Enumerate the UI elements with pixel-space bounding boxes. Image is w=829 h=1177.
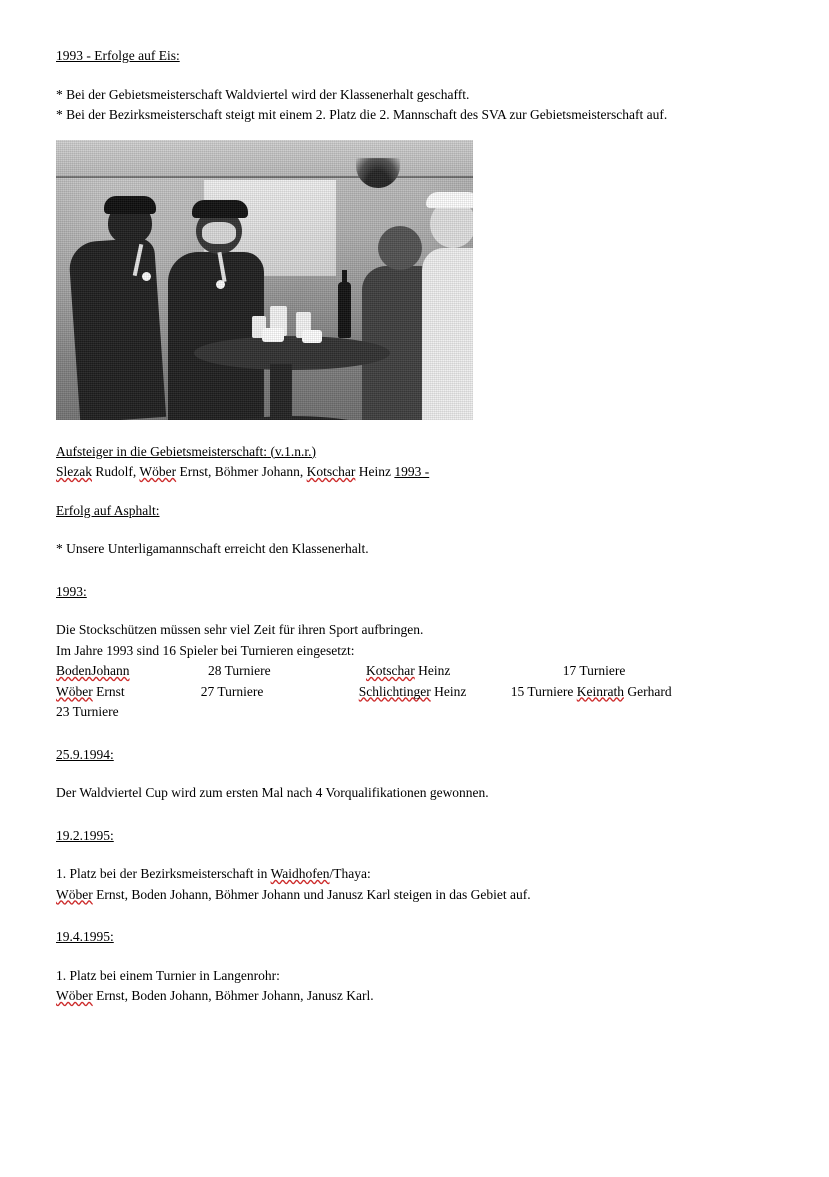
section-heading-asphalt: Erfolg auf Asphalt: xyxy=(56,502,160,518)
entry-text-post: /Thaya: xyxy=(329,866,371,881)
photo-grain-overlay xyxy=(56,140,473,420)
entry-date-19-2-1995: 19.2.1995: xyxy=(56,827,114,843)
photo-caption-names-4: Ernst, Böhmer Johann, xyxy=(176,464,307,479)
player-name-schlichtinger: Schlichtinger xyxy=(358,683,431,699)
photo-caption-year: 1993 - xyxy=(394,464,430,479)
text-spieler-turniere: Im Jahre 1993 sind 16 Spieler bei Turnieren eingesetzt: xyxy=(56,642,355,658)
spacer xyxy=(56,67,773,85)
entry-date-25-9-1994: 25.9.1994: xyxy=(56,746,114,762)
player-name-boden-johann: BodenJohann xyxy=(56,663,130,678)
player-name-kotschar-rest: Heinz xyxy=(414,663,451,678)
entry-names-rest-2: Ernst, Boden Johann, Böhmer Johann, Janusz Karl. xyxy=(92,988,374,1003)
player-count-kotschar: 17 Turniere xyxy=(562,663,626,678)
team-photo xyxy=(56,140,473,420)
spacer xyxy=(56,846,773,864)
photo-caption-title: Aufsteiger in die Gebietsmeisterschaft: xyxy=(56,443,268,459)
entry-date-19-4-1995: 19.4.1995: xyxy=(56,929,114,944)
entry-text-pre: 1. Platz bei der Bezirksmeisterschaft in xyxy=(56,866,271,881)
entry-names-rest: Ernst, Boden Johann, Böhmer Johann und Janusz Karl steigen in das Gebiet auf. xyxy=(92,886,531,902)
bullet-unterligamannschaft: * Unsere Unterligamannschaft erreicht den Klassenerhalt. xyxy=(56,541,369,556)
photo-caption-name-woeber: Wöber xyxy=(139,464,177,479)
photo-caption-names-6: Heinz xyxy=(355,464,395,479)
player-name-keinrath: Keinrath xyxy=(576,683,624,699)
spacer xyxy=(56,521,773,539)
spacer xyxy=(56,804,773,826)
spacer xyxy=(56,483,773,501)
player-name-schlichtinger-rest: Heinz xyxy=(430,683,467,699)
entry-name-woeber-2: Wöber xyxy=(56,988,93,1003)
photo-caption-title-suffix: (v.1.n.r.) xyxy=(267,443,317,459)
player-count-schlichtinger: 15 Turniere xyxy=(510,683,577,699)
spacer xyxy=(56,948,773,966)
photo-image xyxy=(56,140,473,420)
photo-caption-title-line xyxy=(56,442,773,463)
entry-text-waldviertel-cup: Der Waldviertel Cup wird zum ersten Mal nach 4 Vorqualifikationen gewonnen. xyxy=(56,785,489,800)
player-count-woeber: 27 Turniere xyxy=(200,683,264,699)
entry-text-langenrohr: 1. Platz bei einem Turnier in Langenrohr: xyxy=(56,967,280,983)
entry-name-woeber: Wöber xyxy=(56,886,93,902)
spacer xyxy=(56,602,773,620)
photo-caption-name-kotschar: Kotschar xyxy=(306,464,356,479)
text-stockschuetzen: Die Stockschützen müssen sehr viel Zeit für ihren Sport aufbringen. xyxy=(56,622,424,637)
player-count-boden-johann: 28 Turniere xyxy=(208,663,271,678)
entry-text-langenrohr-names xyxy=(56,986,773,1007)
table-row xyxy=(56,661,773,682)
photo-caption-names xyxy=(56,462,773,483)
photo-caption-names-2: Rudolf, xyxy=(92,464,140,479)
bullet-bezirksmeisterschaft: * Bei der Bezirksmeisterschaft steigt mit einem 2. Platz die 2. Mannschaft des SVA zur Gebietsmeisterschaft auf. xyxy=(56,107,668,122)
player-count-keinrath: 23 Turniere xyxy=(56,704,119,719)
entry-text-bezirksmeisterschaft xyxy=(56,864,773,885)
bullet-gebietsmeisterschaft: * Bei der Gebietsmeisterschaft Waldviertel wird der Klassenerhalt geschafft. xyxy=(56,86,470,102)
player-name-keinrath-rest: Gerhard xyxy=(623,683,672,699)
spacer xyxy=(56,905,773,927)
photo-caption-name-slezak: Slezak xyxy=(56,464,92,479)
spacer xyxy=(56,420,773,442)
section-heading-1993: 1993: xyxy=(56,583,87,599)
spacer xyxy=(56,723,773,745)
player-name-kotschar: Kotschar xyxy=(366,663,415,678)
spacer xyxy=(56,765,773,783)
spacer xyxy=(56,560,773,582)
player-name-woeber-rest: Ernst xyxy=(92,683,125,699)
entry-text-aufsteiger-1995 xyxy=(56,885,773,906)
table-row xyxy=(56,682,773,703)
entry-text-waidhofen: Waidhofen xyxy=(270,866,330,881)
player-name-woeber: Wöber xyxy=(56,683,93,699)
section-heading-1993-eis: 1993 - Erfolge auf Eis: xyxy=(56,48,180,63)
